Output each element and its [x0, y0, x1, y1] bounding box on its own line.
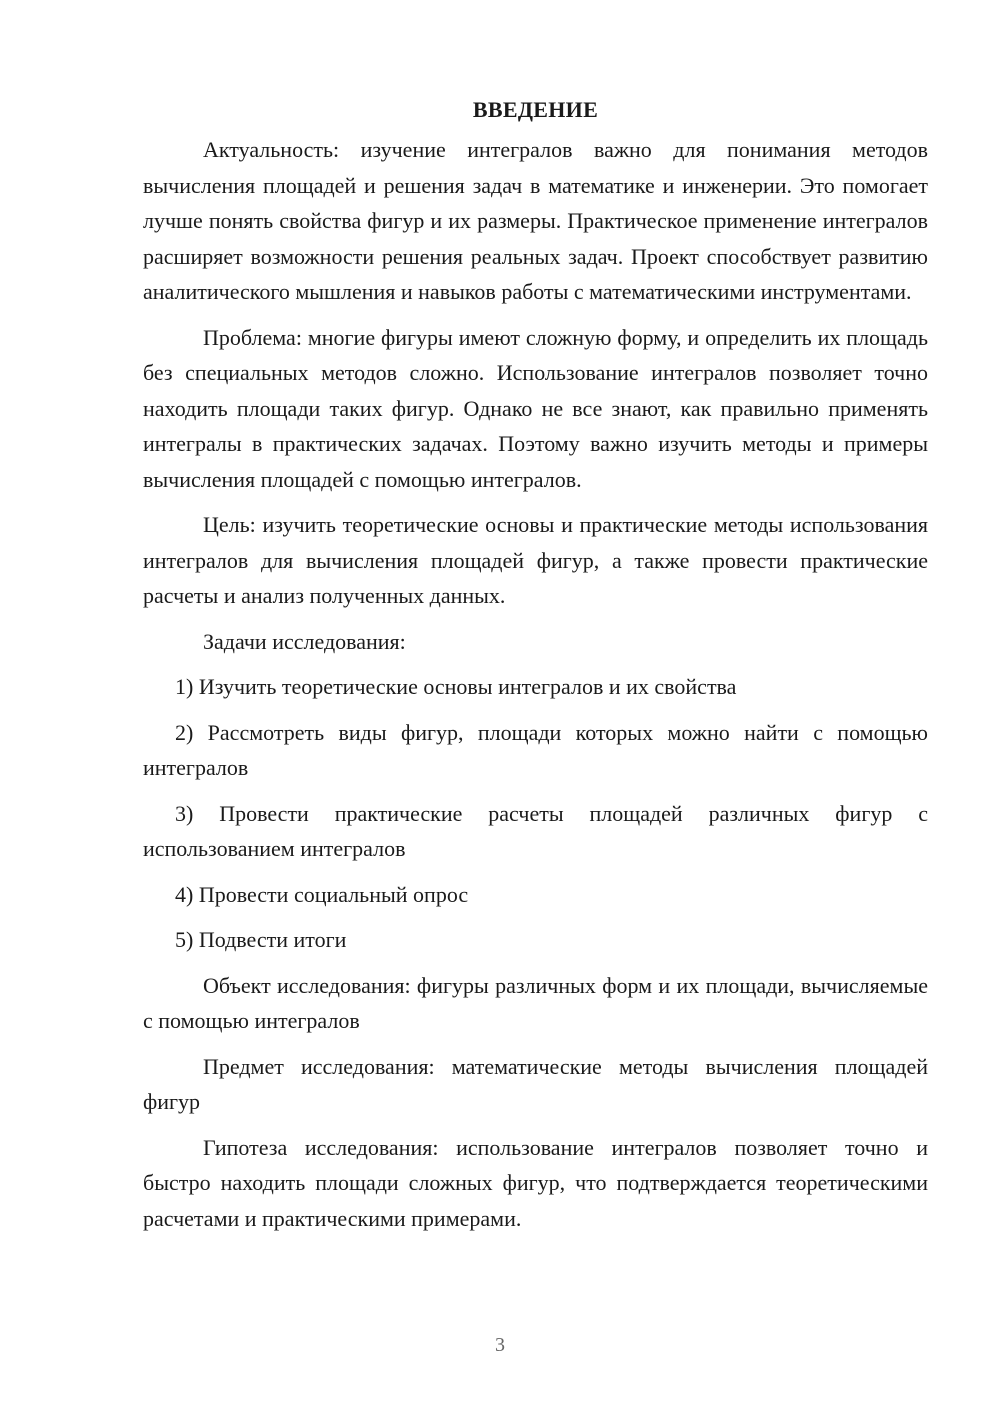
subject-paragraph: Предмет исследования: математические методы вычисления площадей фигур	[143, 1053, 928, 1114]
tasks-heading: Задачи исследования:	[203, 628, 406, 654]
object-paragraph: Объект исследования: фигуры различных форм и их площади, вычисляемые с помощью интегралов	[143, 972, 928, 1033]
task-item-1: 1) Изучить теоретические основы интегралов и их свойства	[175, 674, 737, 699]
problem-paragraph: Проблема: многие фигуры имеют сложную форму, и определить их площадь без специальных методов сложно. Использование интегралов позволяет точно находить площади таких фигур. Однако не все знают, как правильно применять интегралы в практических задачах. Поэтому важно изучить методы и примеры вычисления площадей с помощью интегралов.	[143, 324, 928, 492]
relevance-paragraph: Актуальность: изучение интегралов важно для понимания методов вычисления площадей и решения задач в математике и инженерии. Это помогает лучше понять свойства фигур и их размеры. Практическое применение интегралов расширяет возможности решения реальных задач. Проект способствует развитию аналитического мышления и навыков работы с математическими инструментами.	[143, 137, 928, 304]
task-item-2: 2) Рассмотреть виды фигур, площади которых можно найти с помощью интегралов	[143, 719, 928, 780]
task-item-4: 4) Провести социальный опрос	[175, 881, 469, 907]
page-title: ВВЕДЕНИЕ	[472, 97, 599, 122]
task-item-5: 5) Подвести итоги	[175, 927, 347, 952]
goal-paragraph: Цель: изучить теоретические основы и практические методы использования интегралов для вычисления площадей фигур, а также провести практические расчеты и анализ полученных данных.	[143, 512, 928, 608]
document-page	[143, 92, 928, 1246]
hypothesis-paragraph: Гипотеза исследования: использование интегралов позволяет точно и быстро находить площади сложных фигур, что подтверждается теоретическими расчетами и практическими примерами.	[143, 1134, 928, 1231]
page-number: 3	[495, 1334, 505, 1356]
task-item-3: 3) Провести практические расчеты площадей различных фигур с использованием интегралов	[143, 800, 928, 861]
